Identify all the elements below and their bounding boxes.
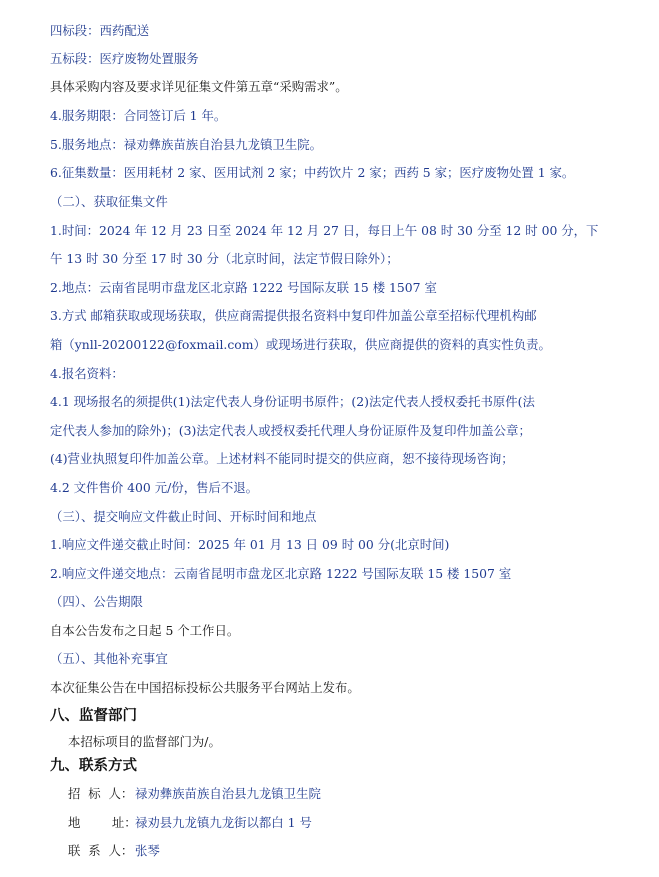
line-service-location: 5.服务地点：禄劝彝族苗族自治县九龙镇卫生院。 — [50, 137, 323, 152]
line-document-price: 4.2 文件售价 400 元/份，售后不退。 — [50, 480, 259, 495]
value-tenderer: 禄劝彝族苗族自治县九龙镇卫生院 — [135, 786, 321, 801]
label-tenderer: 招 标 人： — [68, 786, 134, 801]
subheading-other-matters: （五）、其他补充事宜 — [50, 651, 168, 666]
line-time: 1.时间：2024 年 12 月 23 日至 2024 年 12 月 27 日，每日上午 08 时 30 分至 12 时 00 分，下 — [50, 223, 599, 238]
subheading-obtain-documents: （二）、获取征集文件 — [50, 194, 168, 209]
line-bid-section-4: 四标段：西药配送 — [50, 23, 150, 38]
line-materials-4-1-cont: 定代表人参加的除外)；(3)法定代表人或授权委托代理人身份证原件及复印件加盖公章； — [50, 423, 531, 438]
line-method: 3.方式 邮箱获取或现场获取，供应商需提供报名资料中复印件加盖公章至招标代理机构邮 — [50, 308, 537, 323]
label-address: 地 址： — [68, 815, 137, 830]
subheading-announcement-period: （四）、公告期限 — [50, 594, 143, 609]
line-method-continued: 箱（ynll-20200122@foxmail.com）或现场进行获取，供应商提供的资料的真实性负责。 — [50, 337, 551, 352]
value-contact: 张琴 — [135, 843, 160, 858]
value-address: 禄劝县九龙镇九龙街以都白 1 号 — [135, 815, 312, 830]
section-heading-contact: 九、联系方式 — [50, 758, 137, 774]
line-submission-location: 2.响应文件递交地点：云南省昆明市盘龙区北京路 1222 号国际友联 15 楼 1507 室 — [50, 566, 512, 581]
label-contact: 联 系 人： — [68, 843, 134, 858]
line-announcement-period: 自本公告发布之日起 5 个工作日。 — [50, 623, 240, 638]
line-bid-section-5: 五标段：医疗废物处置服务 — [50, 51, 199, 66]
line-registration-materials: 4.报名资料： — [50, 366, 124, 381]
line-service-period: 4.服务期限：合同签订后 1 年。 — [50, 108, 227, 123]
subheading-deadline-opening: （三）、提交响应文件截止时间、开标时间和地点 — [50, 509, 317, 524]
line-procurement-requirements: 具体采购内容及要求详见征集文件第五章“采购需求”。 — [50, 79, 348, 94]
line-materials-4-1-cont2: (4)营业执照复印件加盖公章。上述材料不能同时提交的供应商，恕不接待现场咨询； — [50, 451, 514, 466]
line-materials-4-1: 4.1 现场报名的须提供(1)法定代表人身份证明书原件；(2)法定代表人授权委托书原件(法 — [50, 394, 535, 409]
line-quantity: 6.征集数量：医用耗材 2 家、医用试剂 2 家；中药饮片 2 家；西药 5 家；医疗废物处置 1 家。 — [50, 165, 575, 180]
section-heading-supervision: 八、监督部门 — [50, 708, 137, 724]
line-location: 2.地点：云南省昆明市盘龙区北京路 1222 号国际友联 15 楼 1507 室 — [50, 280, 437, 295]
line-time-continued: 午 13 时 30 分至 17 时 30 分（北京时间，法定节假日除外）； — [50, 251, 399, 266]
line-publication-platform: 本次征集公告在中国招标投标公共服务平台网站上发布。 — [50, 680, 360, 695]
line-supervision-department: 本招标项目的监督部门为/。 — [68, 734, 221, 749]
line-submission-deadline: 1.响应文件递交截止时间：2025 年 01 月 13 日 09 时 00 分(北京时间) — [50, 537, 450, 552]
